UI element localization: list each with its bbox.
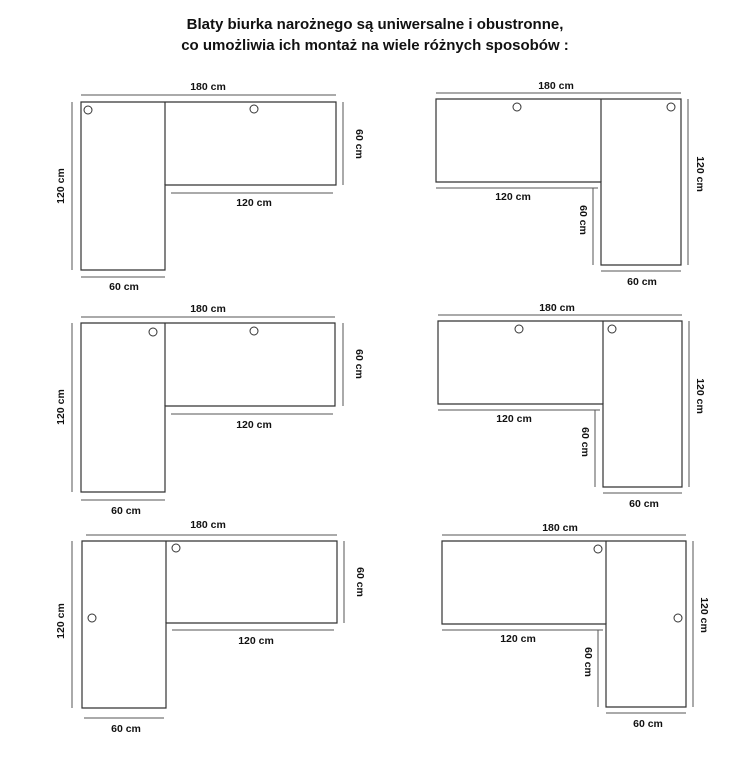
cable-hole-icon [667, 103, 675, 111]
dim-label-depth: 60 cm [629, 498, 659, 510]
desk-outline [81, 102, 336, 270]
desk-outline [81, 323, 335, 492]
config-5 [55, 519, 366, 735]
dim-label-depth: 60 cm [633, 718, 663, 730]
cable-hole-icon [594, 545, 602, 553]
config-2 [436, 80, 706, 288]
dim-label-total: 180 cm [190, 303, 226, 315]
dim-label-depth: 60 cm [577, 205, 589, 235]
dim-label-depth: 60 cm [579, 427, 591, 457]
config-3 [55, 303, 365, 517]
dim-label-main: 120 cm [236, 197, 272, 209]
cable-hole-icon [149, 328, 157, 336]
dim-label-return: 120 cm [55, 603, 67, 639]
dim-label-return: 120 cm [55, 389, 67, 425]
dim-label-total: 180 cm [539, 302, 575, 314]
cable-hole-icon [84, 106, 92, 114]
title-line-1: Blaty biurka narożnego są uniwersalne i obustronne, [186, 16, 564, 33]
dim-label-main: 120 cm [500, 633, 536, 645]
cable-hole-icon [515, 325, 523, 333]
dim-label-main: 120 cm [495, 191, 531, 203]
dim-label-return: 120 cm [698, 597, 710, 633]
dim-label-depth: 60 cm [353, 129, 365, 159]
desk-outline [82, 541, 337, 708]
cable-hole-icon [250, 105, 258, 113]
dim-label-total: 180 cm [542, 522, 578, 534]
config-1 [55, 81, 365, 293]
dim-label-depth: 60 cm [111, 723, 141, 735]
cable-hole-icon [608, 325, 616, 333]
dim-label-total: 180 cm [190, 519, 226, 531]
config-4 [438, 302, 706, 510]
desk-outline [436, 99, 681, 265]
dim-label-return: 120 cm [55, 168, 67, 204]
desk-outline [438, 321, 682, 487]
dim-label-depth: 60 cm [582, 647, 594, 677]
title-line-2: co umożliwia ich montaż na wiele różnych sposobów : [181, 37, 569, 54]
dim-label-main: 120 cm [238, 635, 274, 647]
dim-label-main: 120 cm [496, 413, 532, 425]
dim-label-total: 180 cm [538, 80, 574, 92]
config-6 [442, 522, 710, 730]
dim-label-depth: 60 cm [109, 281, 139, 293]
cable-hole-icon [250, 327, 258, 335]
dim-label-depth: 60 cm [353, 349, 365, 379]
cable-hole-icon [513, 103, 521, 111]
dim-label-depth: 60 cm [111, 505, 141, 517]
cable-hole-icon [88, 614, 96, 622]
dim-label-depth: 60 cm [627, 276, 657, 288]
desk-outline [442, 541, 686, 707]
dim-label-return: 120 cm [694, 378, 706, 414]
dim-label-total: 180 cm [190, 81, 226, 93]
dim-label-return: 120 cm [694, 156, 706, 192]
cable-hole-icon [674, 614, 682, 622]
dim-label-depth: 60 cm [354, 567, 366, 597]
dim-label-main: 120 cm [236, 419, 272, 431]
cable-hole-icon [172, 544, 180, 552]
